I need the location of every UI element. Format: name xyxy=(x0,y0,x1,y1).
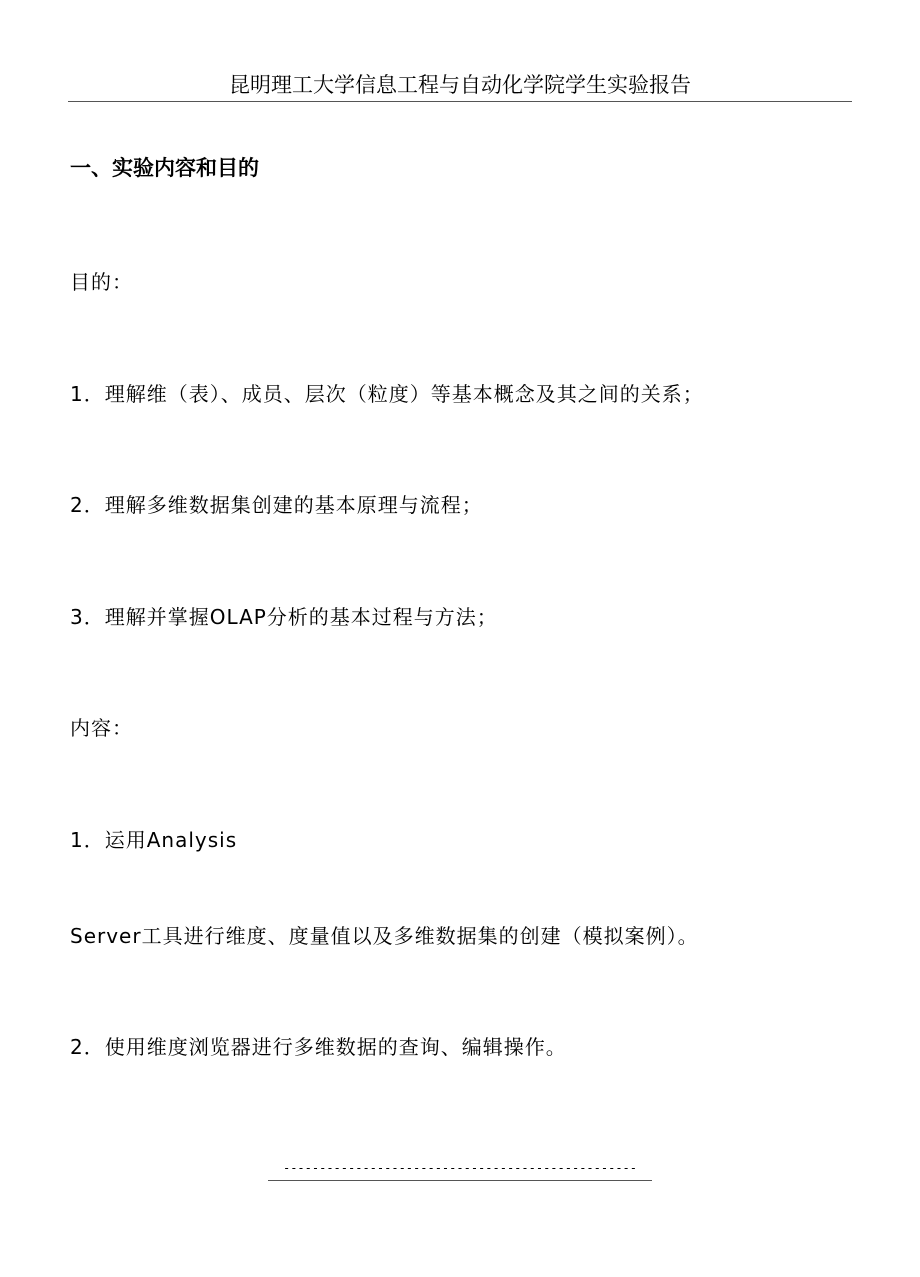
purpose-label: 目的： xyxy=(70,270,133,294)
purpose-item-2: 2．理解多维数据集创建的基本原理与流程； xyxy=(70,493,483,517)
header-divider xyxy=(68,101,852,102)
purpose-item-1: 1．理解维（表）、成员、层次（粒度）等基本概念及其之间的关系； xyxy=(70,382,704,406)
footer-dashes: ------------------------------------------------- xyxy=(282,1161,637,1175)
purpose-item-3: 3．理解并掌握OLAP分析的基本过程与方法； xyxy=(70,605,498,629)
content-item-1-line-1: 1．运用Analysis xyxy=(70,828,238,852)
content-item-1-line-2: Server工具进行维度、度量值以及多维数据集的创建（模拟案例）。 xyxy=(70,924,699,948)
content-item-2: 2．使用维度浏览器进行多维数据的查询、编辑操作。 xyxy=(70,1035,567,1059)
section-heading: 一、实验内容和目的 xyxy=(70,156,259,180)
content-label: 内容： xyxy=(70,716,133,740)
footer-divider xyxy=(268,1180,652,1181)
report-header-title: 昆明理工大学信息工程与自动化学院学生实验报告 xyxy=(229,73,691,97)
